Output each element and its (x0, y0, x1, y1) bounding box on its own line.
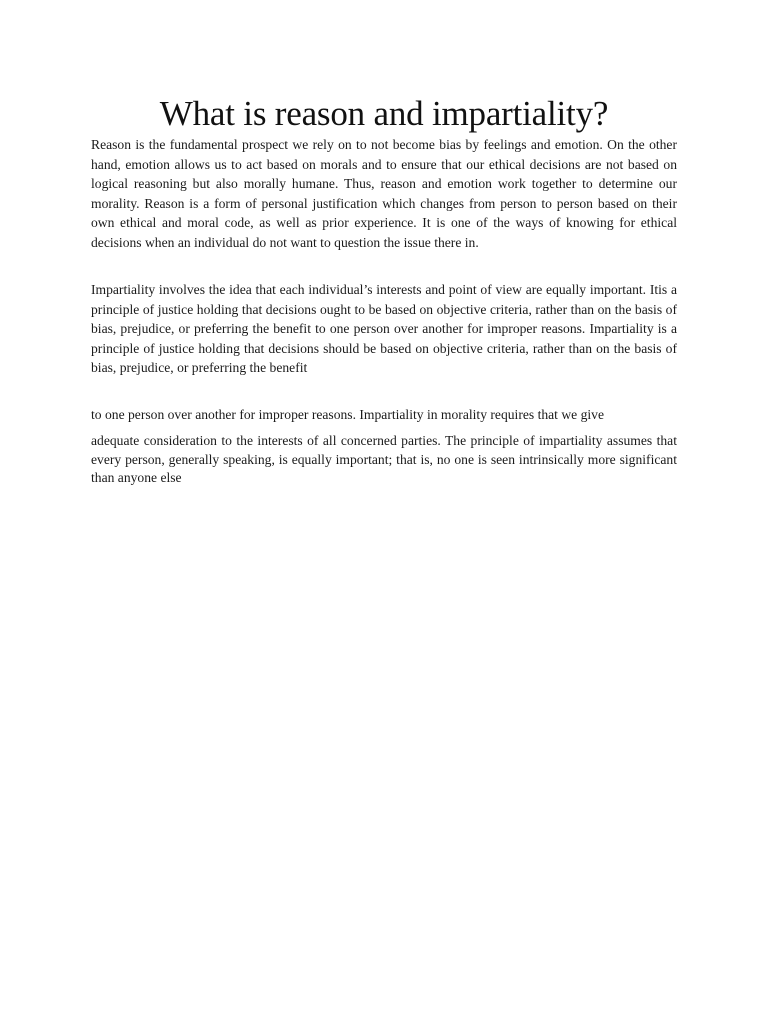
paragraph-continuation-line: to one person over another for improper reasons. Impartiality in morality requires that we give (91, 407, 605, 422)
document-title: What is reason and impartiality? (159, 94, 609, 133)
paragraph-reason: Reason is the fundamental prospect we rely on to not become bias by feelings and emotion. On the other hand, emotion allows us to act based on morals and to ensure that our ethical decisions are not based on logical reasoning but also morally humane. Thus, reason and emotion work together to determine our morality. Reason is a form of personal justification which changes from person to person based on their own ethical and moral code, as well as prior experience. It is one of the ways of knowing for ethical decisions when an individual do not want to question the issue there in. (91, 137, 677, 250)
paragraph-impartiality: Impartiality involves the idea that each individual’s interests and point of view are equally important. Itis a principle of justice holding that decisions ought to be based on objective criteria, rather than on the basis of bias, prejudice, or preferring the benefit to one person over another for improper reasons. Impartiality is a principle of justice holding that decisions should be based on objective criteria, rather than on the basis of bias, prejudice, or preferring the benefit (91, 282, 677, 376)
paragraph-impartiality-principle: adequate consideration to the interests of all concerned parties. The principle of impartiality assumes that every person, generally speaking, is equally important; that is, no one is seen intrinsically more significant than anyone else (91, 433, 677, 485)
